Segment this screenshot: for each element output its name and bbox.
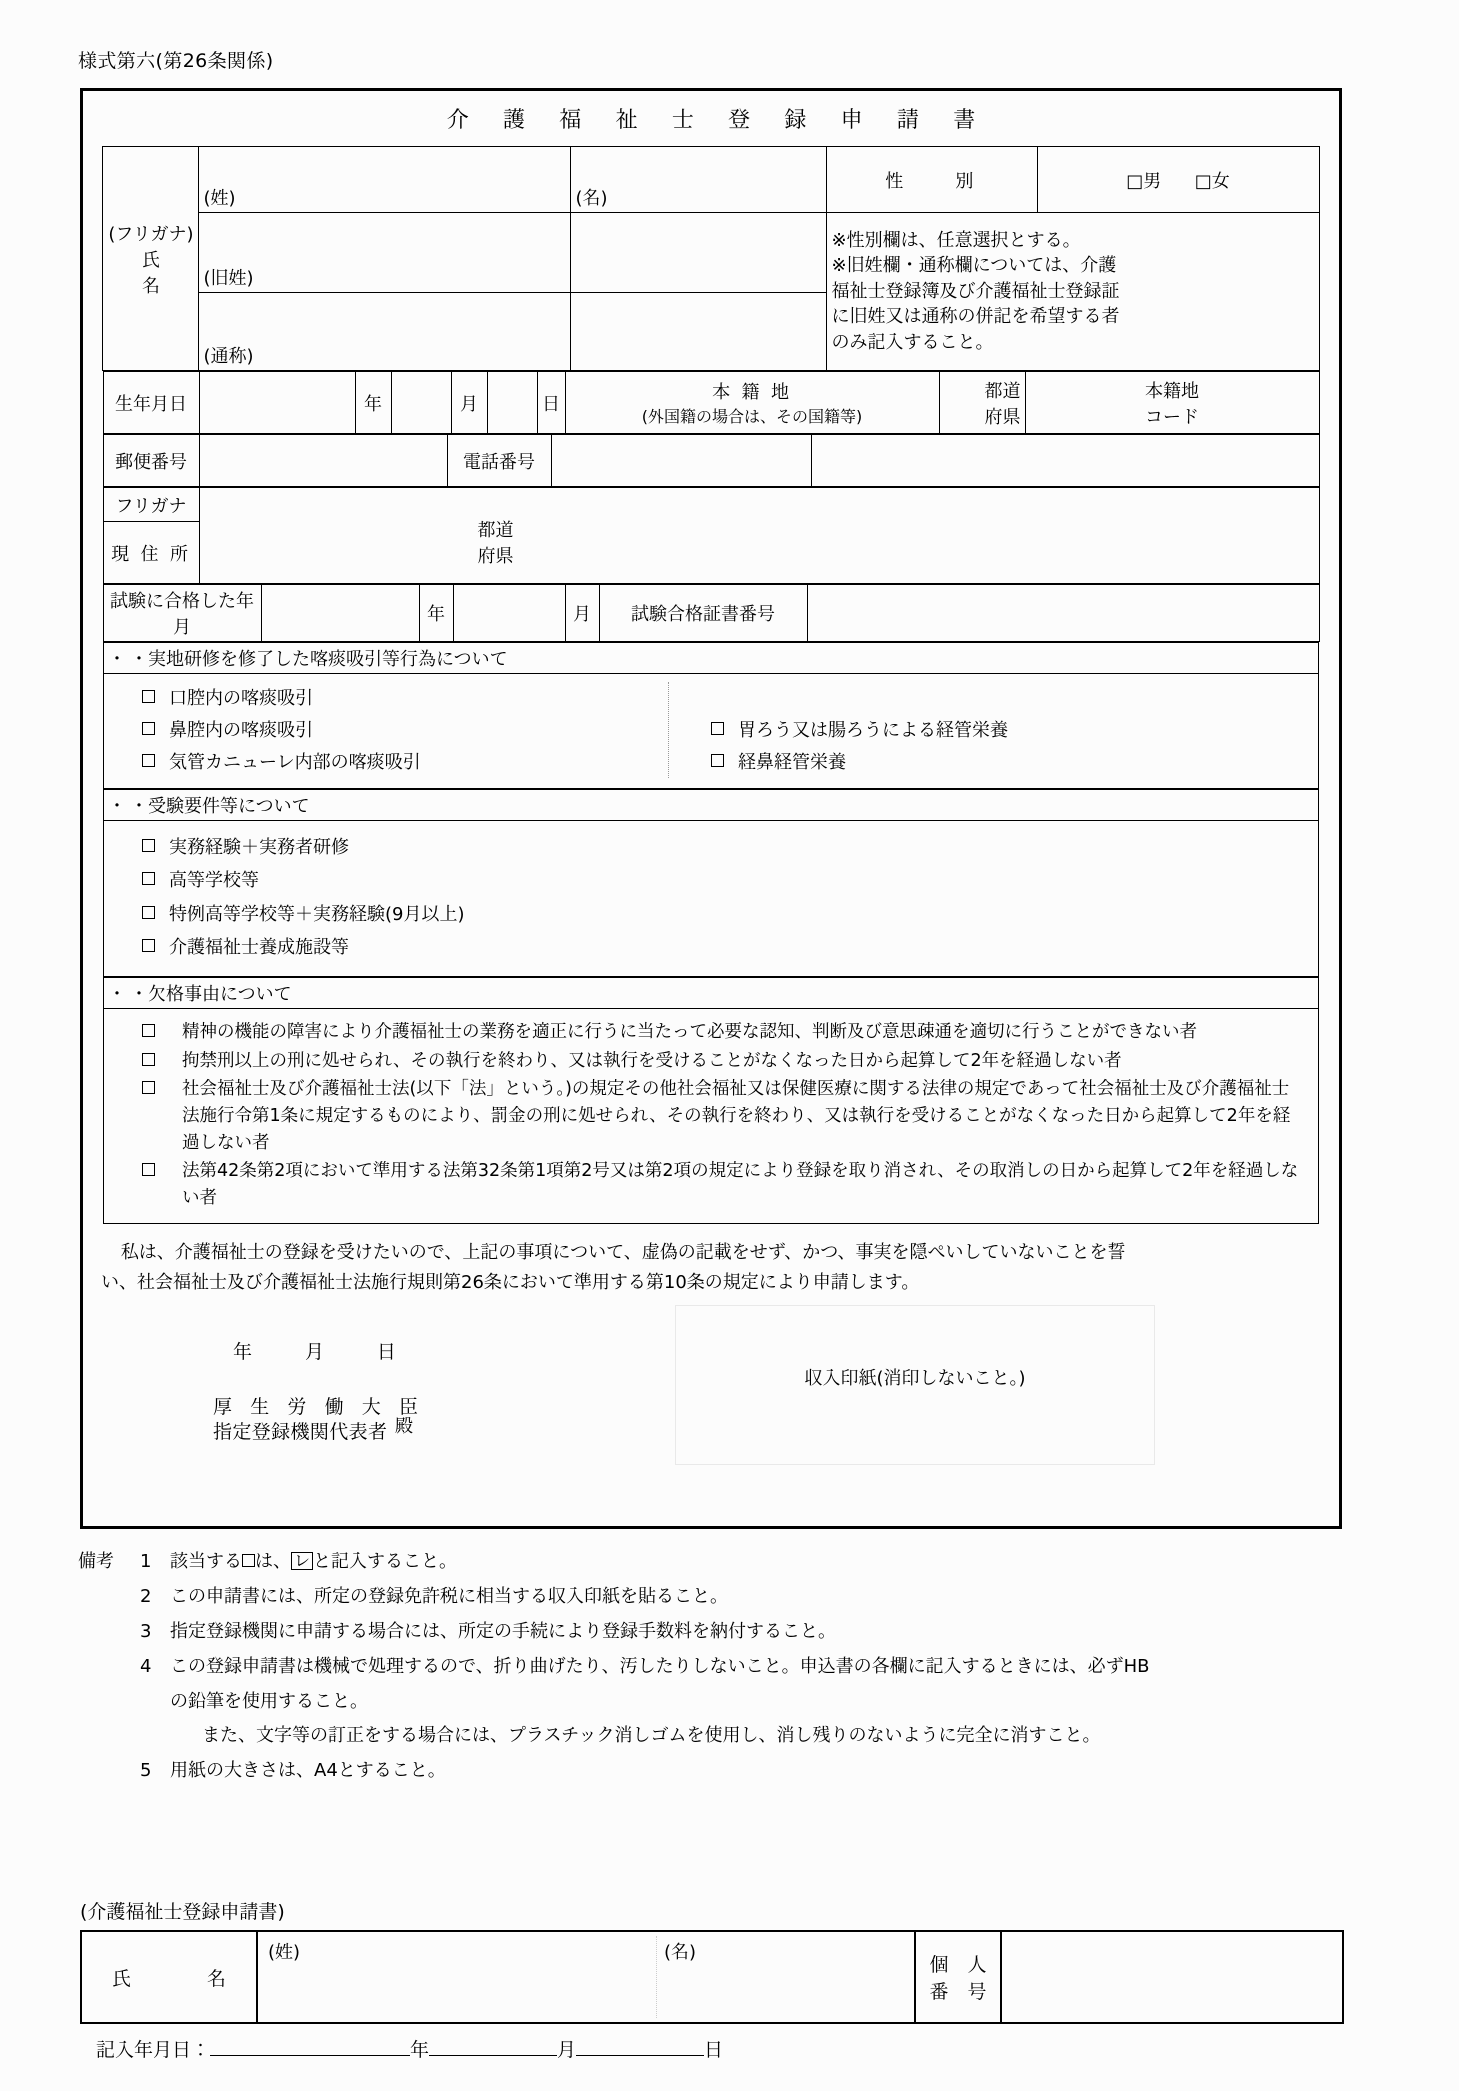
note-line-2: ※旧姓欄・通称欄については、介護	[831, 255, 1117, 277]
birth-month-input[interactable]	[391, 372, 451, 434]
checkbox-icon[interactable]	[142, 722, 155, 735]
checkbox-icon[interactable]	[142, 1081, 155, 1094]
bullet-icon: ・	[108, 796, 126, 818]
remarks-label: 備考	[78, 1551, 114, 1572]
tsusho-label: (通称)	[203, 346, 254, 367]
disqualification-heading	[104, 978, 1319, 1009]
honseki-code-line1: 本籍地	[1145, 380, 1199, 402]
postal-phone-table	[103, 434, 1320, 487]
postal-label: 郵便番号	[103, 435, 199, 487]
remark-number-2: 2	[140, 1585, 152, 1607]
requirements-heading-text: ・受験要件等について	[130, 796, 310, 818]
kakutan-heading	[104, 643, 1319, 674]
remark-number-1: 1	[140, 1551, 152, 1572]
kakutan-section	[103, 642, 1319, 789]
mei-label: (名)	[575, 188, 608, 209]
disqualification-item-2-label: 拘禁刑以上の刑に処せられ、その執行を終わり、又は執行を受けることがなくなった日から起算して2年を経過しない者	[182, 1050, 1122, 1071]
checkbox-icon[interactable]	[142, 906, 155, 919]
checkbox-icon[interactable]	[142, 754, 155, 767]
kakutan-item-5[interactable]	[711, 746, 1318, 778]
kakutan-item-1-label: 口腔内の喀痰吸引	[169, 688, 313, 708]
gender-male-checkbox[interactable]: □男	[1126, 170, 1162, 192]
kakutan-items	[104, 674, 1319, 789]
requirements-heading	[104, 790, 1319, 821]
birth-day-input[interactable]	[487, 372, 537, 434]
kyusei-field-sei[interactable]	[199, 213, 571, 293]
requirement-item-3-label: 特例高等学校等＋実務経験(9月以上)	[169, 903, 465, 925]
disqualification-heading-text: ・欠格事由について	[130, 984, 292, 1006]
exam-table	[103, 584, 1320, 642]
checkbox-icon[interactable]	[142, 1024, 155, 1037]
remark-text-5: 用紙の大きさは、A4とすること。	[170, 1760, 446, 1782]
birth-day-unit: 日	[537, 372, 565, 434]
entry-month-unit: 月	[557, 2039, 577, 2061]
bullet-icon: ・	[108, 984, 126, 1006]
requirements-items	[104, 821, 1319, 977]
remark-number-5: 5	[140, 1760, 152, 1782]
kakutan-item-1[interactable]	[142, 682, 668, 714]
entry-day-unit: 日	[704, 2039, 724, 2061]
tsusho-field-sei[interactable]	[199, 293, 571, 371]
address-input[interactable]	[199, 488, 1319, 584]
remark-text-1	[170, 1548, 1368, 1576]
disqualification-item-2[interactable]	[134, 1048, 1300, 1075]
entry-year-input[interactable]	[210, 2055, 410, 2056]
birth-month-unit: 月	[451, 372, 487, 434]
todofuken-line2: 府県	[984, 406, 1021, 428]
sub-name-label: 氏 名	[81, 1931, 257, 2023]
honseki-todofuken-label	[939, 372, 1025, 434]
checkbox-icon[interactable]	[142, 690, 155, 703]
disqualification-item-4[interactable]	[134, 1158, 1300, 1211]
exam-cert-input[interactable]	[807, 585, 1319, 642]
postal-extra-cell[interactable]	[811, 435, 1319, 487]
mynumber-label	[915, 1931, 1001, 2023]
checkbox-icon[interactable]	[142, 1163, 155, 1176]
address-todo-label: 都道	[477, 520, 514, 541]
birthdate-label: 生年月日	[103, 372, 199, 434]
mei-field[interactable]	[571, 147, 827, 213]
page-title: 介 護 福 祉 士 登 録 申 請 書	[446, 108, 989, 133]
entry-date-line[interactable]	[96, 2035, 723, 2062]
requirement-item-4-label: 介護福祉士養成施設等	[169, 936, 349, 958]
gender-female-checkbox[interactable]: □女	[1194, 170, 1230, 192]
remark-text-2: この申請書には、所定の登録免許税に相当する収入印紙を貼ること。	[170, 1585, 728, 1607]
address-fuken-label: 府県	[477, 546, 514, 567]
declaration-text	[83, 1224, 1339, 1296]
kakutan-item-2-label: 鼻腔内の喀痰吸引	[169, 720, 313, 741]
postal-input[interactable]	[199, 435, 447, 487]
remarks-block	[78, 1548, 1368, 1792]
exam-month-input[interactable]	[453, 585, 565, 642]
requirement-item-1[interactable]	[142, 831, 1318, 864]
disqualification-item-3-label: 社会福祉士及び介護福祉士法(以下「法」という。)の規定その他社会福祉又は保健医療に関する法律の規定であって社会福祉士及び介護福祉士法施行令第1条に規定するものにより、罰金の刑に処せられ、その執行を終わり、又は執行を受けることがなくなった日から起算して2年を経過しない者	[182, 1079, 1291, 1153]
main-form-box	[80, 88, 1342, 1529]
remark-1-mid: は、	[255, 1551, 291, 1572]
kyusei-label: (旧姓)	[203, 268, 254, 289]
address-table	[103, 487, 1320, 584]
checkbox-icon	[242, 1554, 255, 1567]
addressee-block	[213, 1395, 424, 1446]
name-label: 氏 名	[141, 249, 214, 297]
disqualification-item-3[interactable]	[134, 1076, 1300, 1156]
honseki-label-line2: (外国籍の場合は、その国籍等)	[641, 407, 863, 426]
kakutan-item-3-label: 気管カニューレ内部の喀痰吸引	[169, 752, 421, 773]
honseki-code-label	[1025, 372, 1319, 434]
remark-number-3: 3	[140, 1620, 152, 1642]
sub-sei-label: (姓)	[268, 1942, 301, 1963]
note-line-3: 福祉士登録簿及び介護福祉士登録証	[831, 280, 1120, 302]
furigana-label: (フリガナ)	[108, 223, 194, 245]
remark-item-3	[78, 1618, 1368, 1646]
sub-mei-label: (名)	[664, 1942, 697, 1963]
checkbox-icon[interactable]	[711, 722, 724, 735]
birth-honseki-table	[103, 371, 1320, 434]
checkbox-icon[interactable]	[711, 754, 724, 767]
note-line-4: に旧姓又は通称の併記を希望する者	[831, 306, 1120, 328]
gender-kyusei-note	[827, 213, 1319, 371]
revenue-stamp-caption: 収入印紙(消印しないこと。)	[804, 1367, 1026, 1389]
declaration-line-2: い、社会福祉士及び介護福祉士法施行規則第26条において準用する第10条の規定により申請します。	[101, 1271, 920, 1293]
signature-date-line[interactable]	[233, 1337, 397, 1364]
bullet-icon: ・	[108, 649, 126, 670]
tsusho-field-mei[interactable]	[571, 293, 827, 371]
disqualification-item-1[interactable]	[134, 1019, 1300, 1046]
gender-label: 性 別	[827, 147, 1037, 213]
name-row-label	[103, 147, 214, 371]
address-furigana-label: フリガナ	[103, 488, 199, 522]
signature-month-label: 月	[304, 1340, 325, 1363]
sei-field[interactable]	[199, 147, 571, 213]
remark-item-1	[78, 1548, 1368, 1576]
note-line-1: ※性別欄は、任意選択とする。	[831, 229, 1081, 251]
requirement-item-2[interactable]	[142, 864, 1318, 897]
remark-item-5	[78, 1757, 1368, 1785]
kakutan-item-3[interactable]	[142, 746, 668, 778]
exam-year-unit: 年	[419, 585, 453, 642]
gender-choices[interactable]	[1037, 147, 1319, 213]
sub-form-title: (介護福祉士登録申請書)	[80, 1901, 285, 1923]
exam-month-unit: 月	[565, 585, 599, 642]
requirement-item-4[interactable]	[142, 931, 1318, 964]
checkbox-icon[interactable]	[142, 839, 155, 852]
requirements-section	[103, 789, 1319, 977]
kakutan-right-column	[669, 682, 1318, 778]
remark-item-2	[78, 1583, 1368, 1611]
requirement-item-1-label: 実務経験＋実務者研修	[169, 837, 349, 859]
form-number: 様式第六(第26条関係)	[78, 50, 274, 72]
addressee-minister: 厚 生 労 働 大 臣	[213, 1395, 425, 1418]
entry-date-label: 記入年月日：	[96, 2039, 211, 2061]
signature-year-label: 年	[233, 1340, 253, 1363]
kyusei-field-mei[interactable]	[571, 213, 827, 293]
sub-form-table	[80, 1930, 1344, 2024]
checkbox-icon[interactable]	[142, 1053, 155, 1066]
kakutan-item-4[interactable]	[711, 714, 1318, 746]
requirement-item-2-label: 高等学校等	[169, 870, 259, 892]
checkbox-icon[interactable]	[142, 872, 155, 885]
birth-year-input[interactable]	[199, 372, 355, 434]
disqualification-items	[104, 1009, 1319, 1224]
revenue-stamp-box[interactable]	[675, 1305, 1155, 1465]
remark-text-4-cont: の鉛筆を使用すること。	[170, 1690, 368, 1712]
signature-area	[83, 1297, 1339, 1497]
entry-day-input[interactable]	[576, 2055, 704, 2056]
sei-mei-divider	[656, 1936, 657, 2018]
remark-item-4	[78, 1653, 1368, 1681]
disqualification-item-1-label: 精神の機能の障害により介護福祉士の業務を適正に行うに当たって必要な認知、判断及び意思疎通を適切に行うことができない者	[182, 1022, 1197, 1043]
check-mark-icon: レ	[291, 1552, 313, 1570]
kakutan-item-2[interactable]	[142, 714, 668, 746]
honseki-label	[565, 372, 939, 434]
name-gender-table	[102, 146, 1319, 371]
declaration-line-1: 私は、介護福祉士の登録を受けたいので、上記の事項について、虚偽の記載をせず、かつ、事実を隠ぺいしていないことを誓	[120, 1242, 1126, 1264]
mynumber-line2: 番 号	[929, 1981, 987, 2003]
phone-label: 電話番号	[447, 435, 551, 487]
remark-text-3: 指定登録機関に申請する場合には、所定の手続により登録手数料を納付すること。	[170, 1620, 836, 1642]
kakutan-item-4-label: 胃ろう又は腸ろうによる経管栄養	[738, 720, 1008, 740]
disqualification-item-4-label: 法第42条第2項において準用する法第32条第1項第2号又は第2項の規定により登録を取り消され、その取消しの日から起算して2年を経過しない者	[182, 1161, 1299, 1208]
mynumber-input[interactable]	[1001, 1931, 1343, 2023]
note-line-5: のみ記入すること。	[831, 331, 994, 353]
remark-1-post: と記入すること。	[313, 1551, 458, 1572]
birth-year-unit: 年	[355, 372, 391, 434]
exam-year-input[interactable]	[261, 585, 419, 642]
remark-1-pre: 該当する	[170, 1551, 242, 1572]
phone-input[interactable]	[551, 435, 811, 487]
mynumber-line1: 個 人	[929, 1954, 987, 1976]
requirement-item-3[interactable]	[142, 898, 1318, 931]
honseki-label-line1: 本 籍 地	[712, 382, 792, 403]
entry-month-input[interactable]	[429, 2055, 557, 2056]
signature-day-label: 日	[376, 1340, 397, 1363]
exam-cert-label: 試験合格証書番号	[599, 585, 807, 642]
addressee-honorific: 殿	[395, 1415, 413, 1437]
addressee-agency: 指定登録機関代表者	[213, 1421, 388, 1444]
remark-text-4-cont2: また、文字等の訂正をする場合には、プラスチック消しゴムを使用し、消し残りのないように完全に消すこと。	[202, 1725, 1101, 1747]
remark-number-4: 4	[140, 1655, 152, 1677]
kakutan-left-column	[104, 682, 669, 778]
todofuken-line1: 都道	[984, 380, 1021, 402]
entry-year-unit: 年	[410, 2039, 430, 2061]
disqualification-section	[103, 977, 1319, 1224]
kakutan-heading-text: ・実地研修を修了した喀痰吸引等行為について	[130, 649, 508, 670]
remark-text-4: この登録申請書は機械で処理するので、折り曲げたり、汚したりしないこと。申込書の各欄に記入するときには、必ずHB	[170, 1655, 1150, 1677]
exam-pass-label: 試験に合格した年月	[103, 585, 261, 642]
address-label: 現 住 所	[103, 522, 199, 584]
sub-name-input[interactable]	[257, 1931, 915, 2023]
checkbox-icon[interactable]	[142, 939, 155, 952]
kakutan-item-5-label: 経鼻経管栄養	[738, 752, 846, 773]
sei-label: (姓)	[203, 188, 236, 209]
honseki-code-line2: コード	[1145, 406, 1199, 428]
